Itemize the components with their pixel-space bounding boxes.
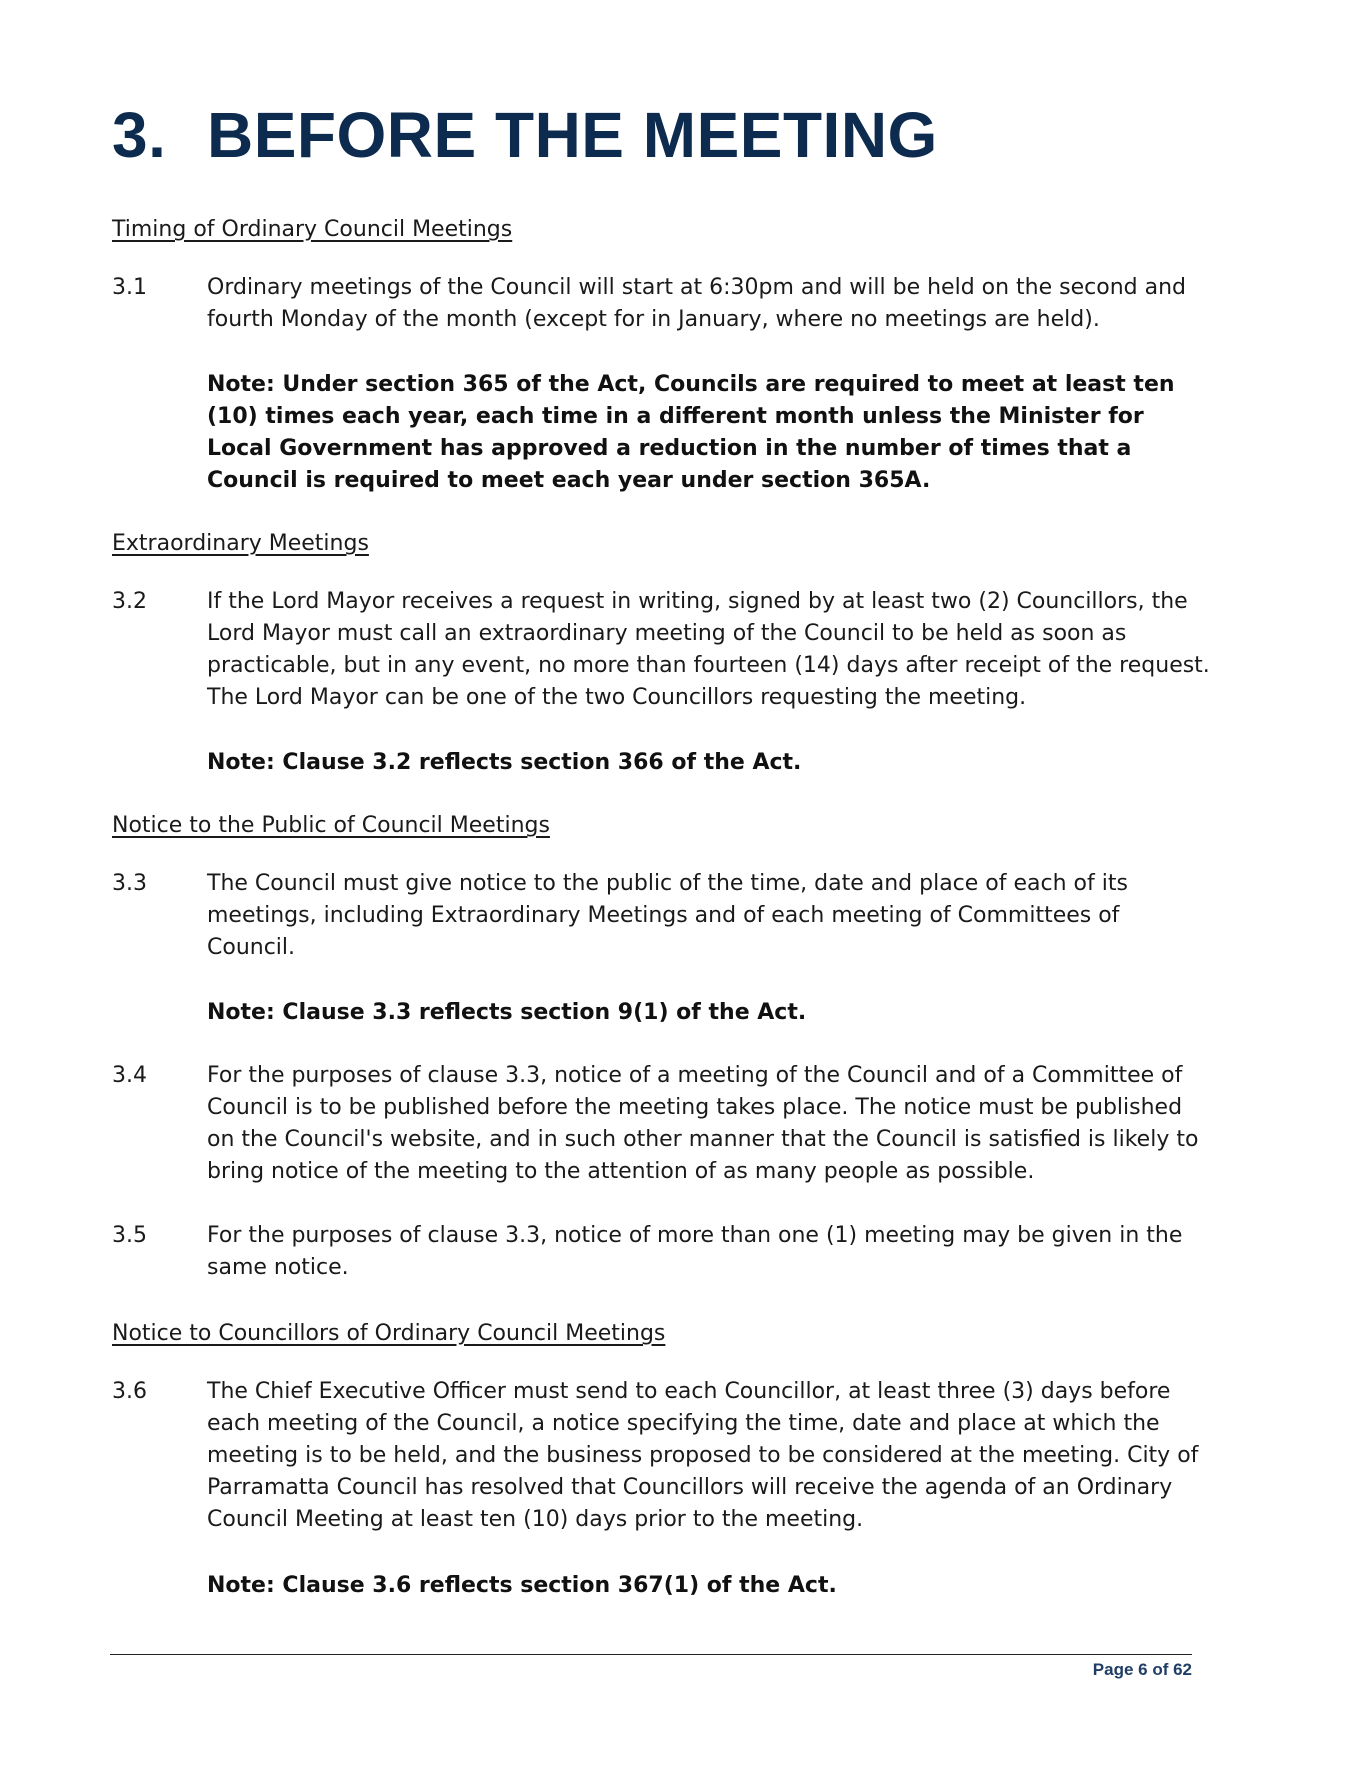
chapter-title-text: BEFORE THE MEETING <box>207 99 938 171</box>
clause-number: 3.6 <box>112 1379 147 1404</box>
section-extraordinary <box>112 528 1212 560</box>
clause-number: 3.1 <box>112 275 147 300</box>
chapter-number: 3. <box>112 99 167 171</box>
section-public-notice <box>112 810 1212 842</box>
clause-number: 3.5 <box>112 1223 147 1248</box>
clause-3-3 <box>112 868 1212 964</box>
chapter-title <box>112 98 938 172</box>
section-heading: Timing of Ordinary Council Meetings <box>112 217 513 242</box>
clause-text: The Council must give notice to the public of the time, date and place of each of its meetings, including Extraordinary Meetings and of each meeting of Committees of Council. <box>207 871 1128 960</box>
section-timing <box>112 214 1212 246</box>
note-3-6 <box>112 1570 1212 1602</box>
clause-3-4 <box>112 1060 1212 1188</box>
clause-number: 3.4 <box>112 1063 147 1088</box>
section-heading: Notice to Councillors of Ordinary Council Meetings <box>112 1321 666 1346</box>
clause-3-1 <box>112 272 1212 336</box>
clause-text: Ordinary meetings of the Council will start at 6:30pm and will be held on the second and fourth Monday of the month (except for in January, where no meetings are held). <box>207 275 1186 332</box>
clause-3-2 <box>112 586 1212 714</box>
clause-text: If the Lord Mayor receives a request in writing, signed by at least two (2) Councillors, the Lord Mayor must call an extraordinary meeting of the Council to be held as soon as practicable, but in any event, no more than fourteen (14) days after receipt of the request. The Lord Mayor can be one of the two Councillors requesting the meeting. <box>207 589 1210 710</box>
clause-note: Note: Under section 365 of the Act, Councils are required to meet at least ten (10) times each year, each time in a different month unless the Minister for Local Government has approved a reduction in the number of times that a Council is required to meet each year under section 365A. <box>207 372 1175 493</box>
clause-3-6 <box>112 1376 1212 1536</box>
section-heading: Notice to the Public of Council Meetings <box>112 813 550 838</box>
clause-text: For the purposes of clause 3.3, notice of a meeting of the Council and of a Committee of Council is to be published before the meeting takes place. The notice must be published on the Council's website, and in such other manner that the Council is satisfied is likely to bring notice of the meeting to the attention of as many people as possible. <box>207 1063 1199 1184</box>
note-3-3 <box>112 997 1212 1029</box>
note-3-2 <box>112 747 1212 779</box>
section-heading: Extraordinary Meetings <box>112 531 369 556</box>
clause-number: 3.2 <box>112 589 147 614</box>
note-3-1 <box>112 369 1212 497</box>
clause-note: Note: Clause 3.2 reflects section 366 of the Act. <box>207 750 802 775</box>
clause-text: For the purposes of clause 3.3, notice of more than one (1) meeting may be given in the same notice. <box>207 1223 1183 1280</box>
page-number: Page 6 of 62 <box>1092 1660 1192 1679</box>
section-councillor-notice <box>112 1318 1212 1350</box>
clause-number: 3.3 <box>112 871 147 896</box>
footer-divider <box>110 1654 1192 1655</box>
clause-note: Note: Clause 3.3 reflects section 9(1) of the Act. <box>207 1000 807 1025</box>
clause-note: Note: Clause 3.6 reflects section 367(1) of the Act. <box>207 1573 837 1598</box>
clause-3-5 <box>112 1220 1212 1284</box>
clause-text: The Chief Executive Officer must send to each Councillor, at least three (3) days before each meeting of the Council, a notice specifying the time, date and place at which the meeting is to be held, and the business proposed to be considered at the meeting. City of Parramatta Council has resolved that Councillors will receive the agenda of an Ordinary Council Meeting at least ten (10) days prior to the meeting. <box>207 1379 1199 1532</box>
